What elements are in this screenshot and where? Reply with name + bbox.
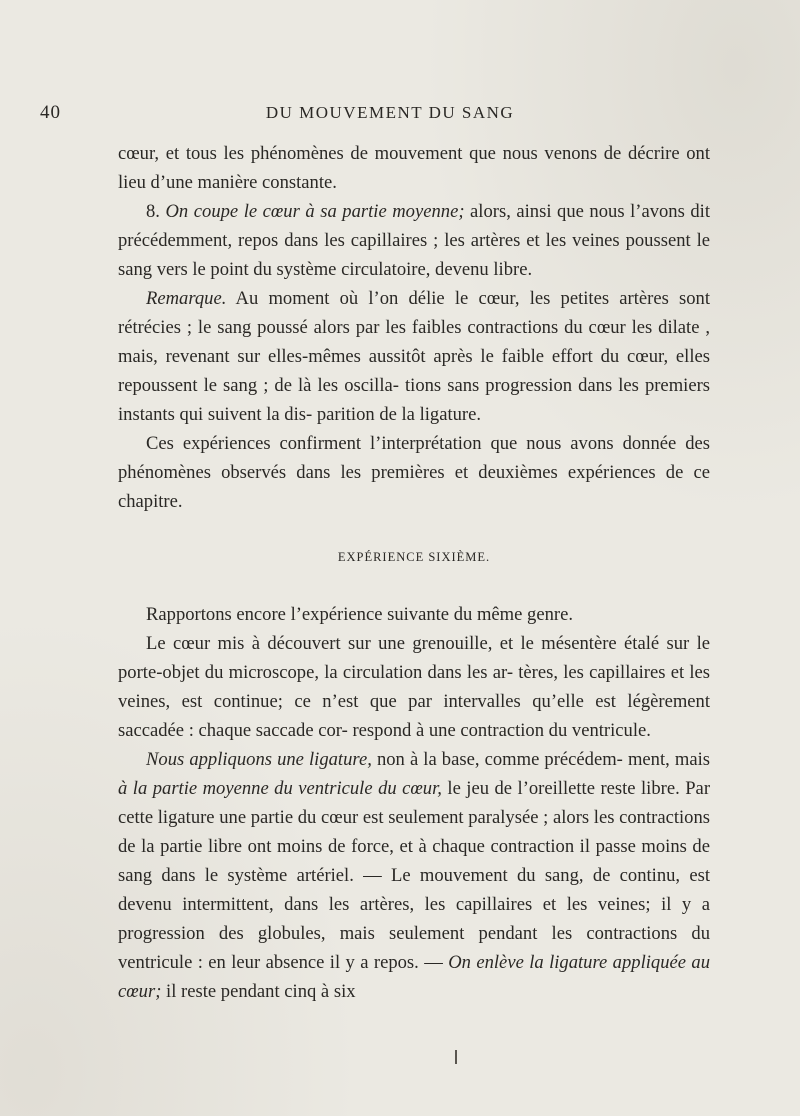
paragraph-1: cœur, et tous les phénomènes de mouvement que nous venons de décrire ont lieu d’une manière constante. [118, 143, 710, 193]
running-head: DU MOUVEMENT DU SANG [265, 103, 515, 122]
remarque-label: Remarque. [146, 288, 227, 309]
section-heading: EXPÉRIENCE SIXIÈME. [337, 550, 491, 564]
paragraph-2 [118, 197, 710, 284]
paragraph-7-italic-2: à la partie moyenne du ventricule du cœur, [118, 778, 442, 799]
paragraph-2-label: 8. [146, 201, 160, 222]
body-text [118, 139, 710, 1006]
paragraph-4: Ces expériences confirment l’interprétation que nous avons donnée des phénomènes observés dans les premières et deuxièmes expériences de ce chapitre. [118, 433, 710, 512]
paragraph-7-text-3: il reste pendant cinq à six [161, 981, 356, 1002]
paragraph-5: Rapportons encore l’expérience suivante du même genre. [146, 604, 573, 625]
paragraph-7 [118, 745, 710, 1006]
paragraph-7-text-1: non à la base, comme précédem- ment, mais [371, 749, 710, 770]
paragraph-3-text: Au moment où l’on délie le cœur, les petites artères sont rétrécies ; le sang poussé alors par les faibles contractions du cœur les dilate , mais, revenant sur elles-mêmes aussitôt après le faible effort du cœur, elles repoussent le sang ; de là les oscilla- tions sans progression dans les premiers instants qui suivent la dis- parition de la ligature. [118, 288, 710, 425]
paragraph-6: Le cœur mis à découvert sur une grenouille, et le mésentère étalé sur le porte-objet du microscope, la circulation dans les ar- tères, les capillaires et les veines, est continue; ce n’est que par intervalles qu’elle est légèrement saccadée : chaque saccade cor- respond à une contraction du ventricule. [118, 633, 710, 741]
paragraph-2-text: alors, ainsi que nous l’avons dit précédemment, repos dans les capillaires ; les artères et les veines poussent le sang vers le point du système circulatoire, devenu libre. [118, 201, 710, 280]
page-header [40, 102, 740, 130]
paragraph-7-italic-3: On enlève la ligature appliquée au cœur; [118, 952, 710, 1002]
paragraph-7-italic-1: Nous appliquons une ligature, [146, 749, 372, 770]
page-number: 40 [40, 102, 61, 123]
foot-mark [455, 1050, 457, 1064]
paragraph-2-italic: On coupe le cœur à sa partie moyenne; [165, 201, 465, 222]
paragraph-7-text-2: le jeu de l’oreillette reste libre. Par cette ligature une partie du cœur est seulement paralysée ; alors les contractions de la partie libre ont moins de force, et à chaque contraction il passe moins de sang dans le système artériel. — Le mouvement du sang, de continu, est devenu intermittent, dans les artères, les capillaires et les veines; il y a progression des globules, mais seulement pendant les contractions du ventricule : en leur absence il y a repos. — [118, 778, 711, 973]
paragraph-3 [118, 284, 710, 429]
